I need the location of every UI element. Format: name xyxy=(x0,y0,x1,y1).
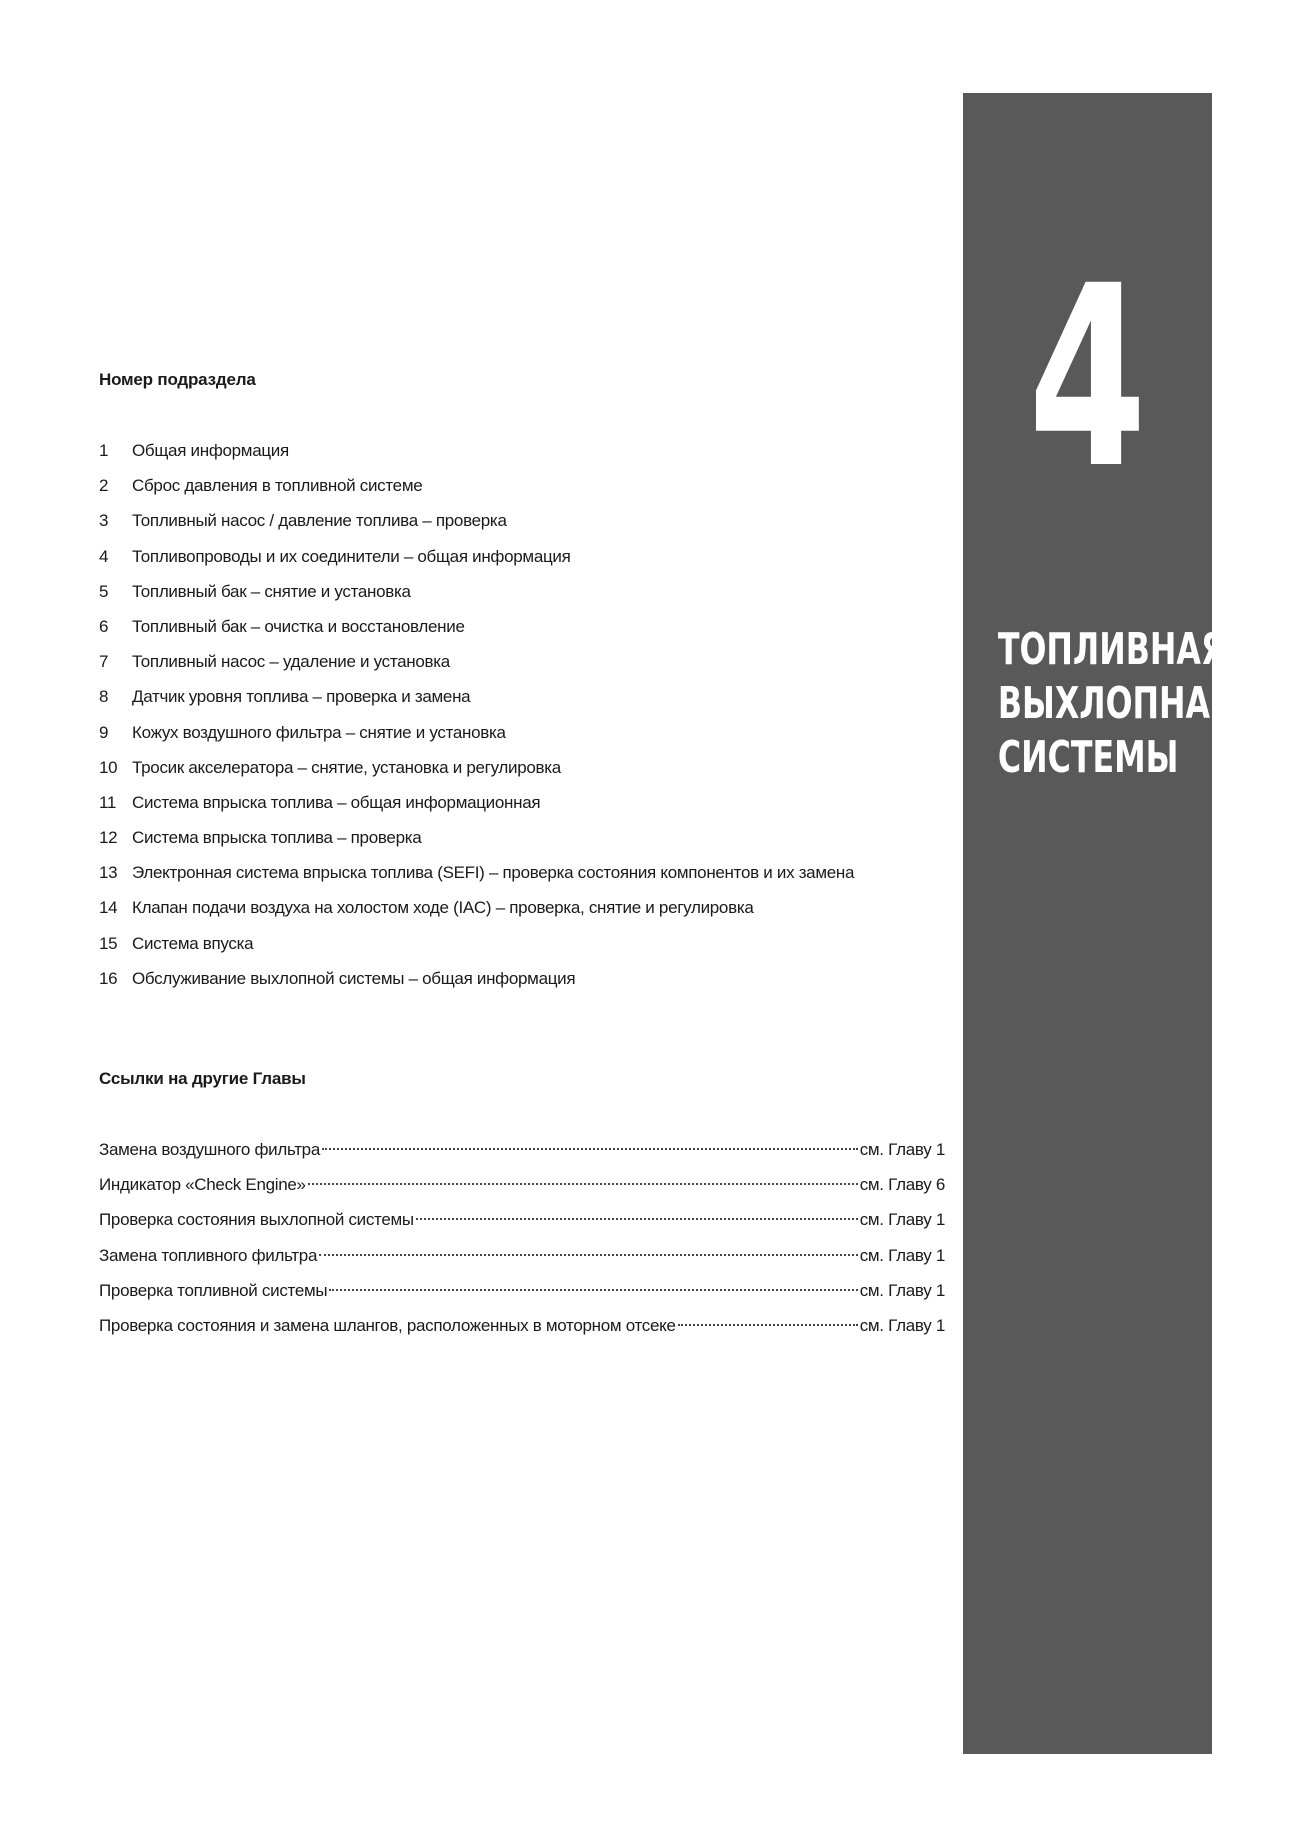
list-item xyxy=(99,543,854,578)
section-number: 13 xyxy=(99,863,118,883)
section-number: 15 xyxy=(99,933,118,953)
list-item xyxy=(99,613,854,648)
list-item xyxy=(99,789,854,824)
chapter-title-line: ВЫХЛОПНАЯ xyxy=(997,678,1235,729)
section-title: Кожух воздушного фильтра – снятие и установка xyxy=(132,722,506,742)
list-item xyxy=(99,1242,945,1277)
sections-heading: Номер подраздела xyxy=(99,370,256,389)
dot-leader xyxy=(678,1324,858,1326)
section-number: 11 xyxy=(99,792,117,812)
section-number: 5 xyxy=(99,581,109,601)
section-list xyxy=(99,437,854,1000)
section-number: 7 xyxy=(99,652,109,672)
list-item xyxy=(99,859,854,894)
section-title: Топливопроводы и их соединители – общая информация xyxy=(132,546,571,566)
reference-target: см. Главу 6 xyxy=(859,1175,945,1195)
section-number: 12 xyxy=(99,828,118,848)
dot-leader xyxy=(329,1289,857,1291)
section-number: 1 xyxy=(99,441,109,460)
list-item xyxy=(99,578,854,613)
chapter-title-line: ТОПЛИВНАЯ И xyxy=(997,624,1263,675)
chapter-title-line: СИСТЕМЫ xyxy=(997,732,1179,783)
reference-target: см. Главу 1 xyxy=(859,1210,945,1230)
section-title: Датчик уровня топлива – проверка и замена xyxy=(132,687,471,707)
list-item xyxy=(99,754,854,789)
dot-leader xyxy=(319,1254,858,1256)
reference-list xyxy=(99,1136,945,1347)
chapter-band xyxy=(963,93,1263,1754)
section-title: Топливный насос – удаление и установка xyxy=(132,652,450,672)
list-item xyxy=(99,472,854,507)
reference-title: Замена топливного фильтра xyxy=(99,1245,318,1265)
section-title: Электронная система впрыска топлива (SEFI) – проверка состояния компонентов и их замена xyxy=(132,863,855,883)
section-number: 8 xyxy=(99,687,109,707)
list-item xyxy=(99,824,854,859)
list-item xyxy=(99,1136,945,1171)
section-title: Сброс давления в топливной системе xyxy=(132,476,423,496)
reference-target: см. Главу 1 xyxy=(859,1315,945,1335)
section-number: 2 xyxy=(99,476,109,496)
section-title: Тросик акселератора – снятие, установка и регулировка xyxy=(132,757,561,777)
list-item xyxy=(99,1171,945,1206)
reference-target: см. Главу 1 xyxy=(859,1245,945,1265)
reference-title: Проверка топливной системы xyxy=(99,1280,328,1300)
section-number: 14 xyxy=(99,898,118,918)
section-title: Клапан подачи воздуха на холостом ходе (IAC) – проверка, снятие и регулировка xyxy=(132,898,754,918)
section-number: 4 xyxy=(99,546,109,566)
list-item xyxy=(99,437,854,472)
dot-leader xyxy=(416,1218,858,1220)
section-title: Обслуживание выхлопной системы – общая информация xyxy=(132,968,576,988)
reference-title: Проверка состояния выхлопной системы xyxy=(99,1210,414,1230)
chapter-number: 4 xyxy=(1028,232,1147,523)
reference-target: см. Главу 1 xyxy=(859,1280,945,1300)
dot-leader xyxy=(322,1148,858,1150)
section-title: Топливный насос / давление топлива – проверка xyxy=(132,511,507,531)
reference-title: Индикатор «Check Engine» xyxy=(99,1175,306,1195)
list-item xyxy=(99,965,854,1000)
list-item xyxy=(99,1277,945,1312)
section-title: Система впрыска топлива – проверка xyxy=(132,828,422,848)
section-title: Общая информация xyxy=(132,441,289,460)
list-item xyxy=(99,507,854,542)
section-number: 16 xyxy=(99,968,118,988)
section-number: 9 xyxy=(99,722,109,742)
section-title: Топливный бак – снятие и установка xyxy=(132,581,411,601)
references-heading: Ссылки на другие Главы xyxy=(99,1069,306,1088)
section-title: Система впуска xyxy=(132,933,254,953)
list-item xyxy=(99,719,854,754)
section-title: Топливный бак – очистка и восстановление xyxy=(132,616,465,636)
list-item xyxy=(99,894,854,929)
section-number: 3 xyxy=(99,511,109,531)
reference-title: Проверка состояния и замена шлангов, расположенных в моторном отсеке xyxy=(99,1315,676,1335)
section-title: Система впрыска топлива – общая информационная xyxy=(132,792,541,812)
list-item xyxy=(99,683,854,718)
section-number: 6 xyxy=(99,616,109,636)
dot-leader xyxy=(308,1183,858,1185)
reference-title: Замена воздушного фильтра xyxy=(99,1140,320,1159)
list-item xyxy=(99,1206,945,1241)
list-item xyxy=(99,1312,945,1347)
section-number: 10 xyxy=(99,757,118,777)
list-item xyxy=(99,930,854,965)
chapter-title xyxy=(963,623,1263,785)
reference-target: см. Главу 1 xyxy=(859,1140,945,1159)
list-item xyxy=(99,648,854,683)
